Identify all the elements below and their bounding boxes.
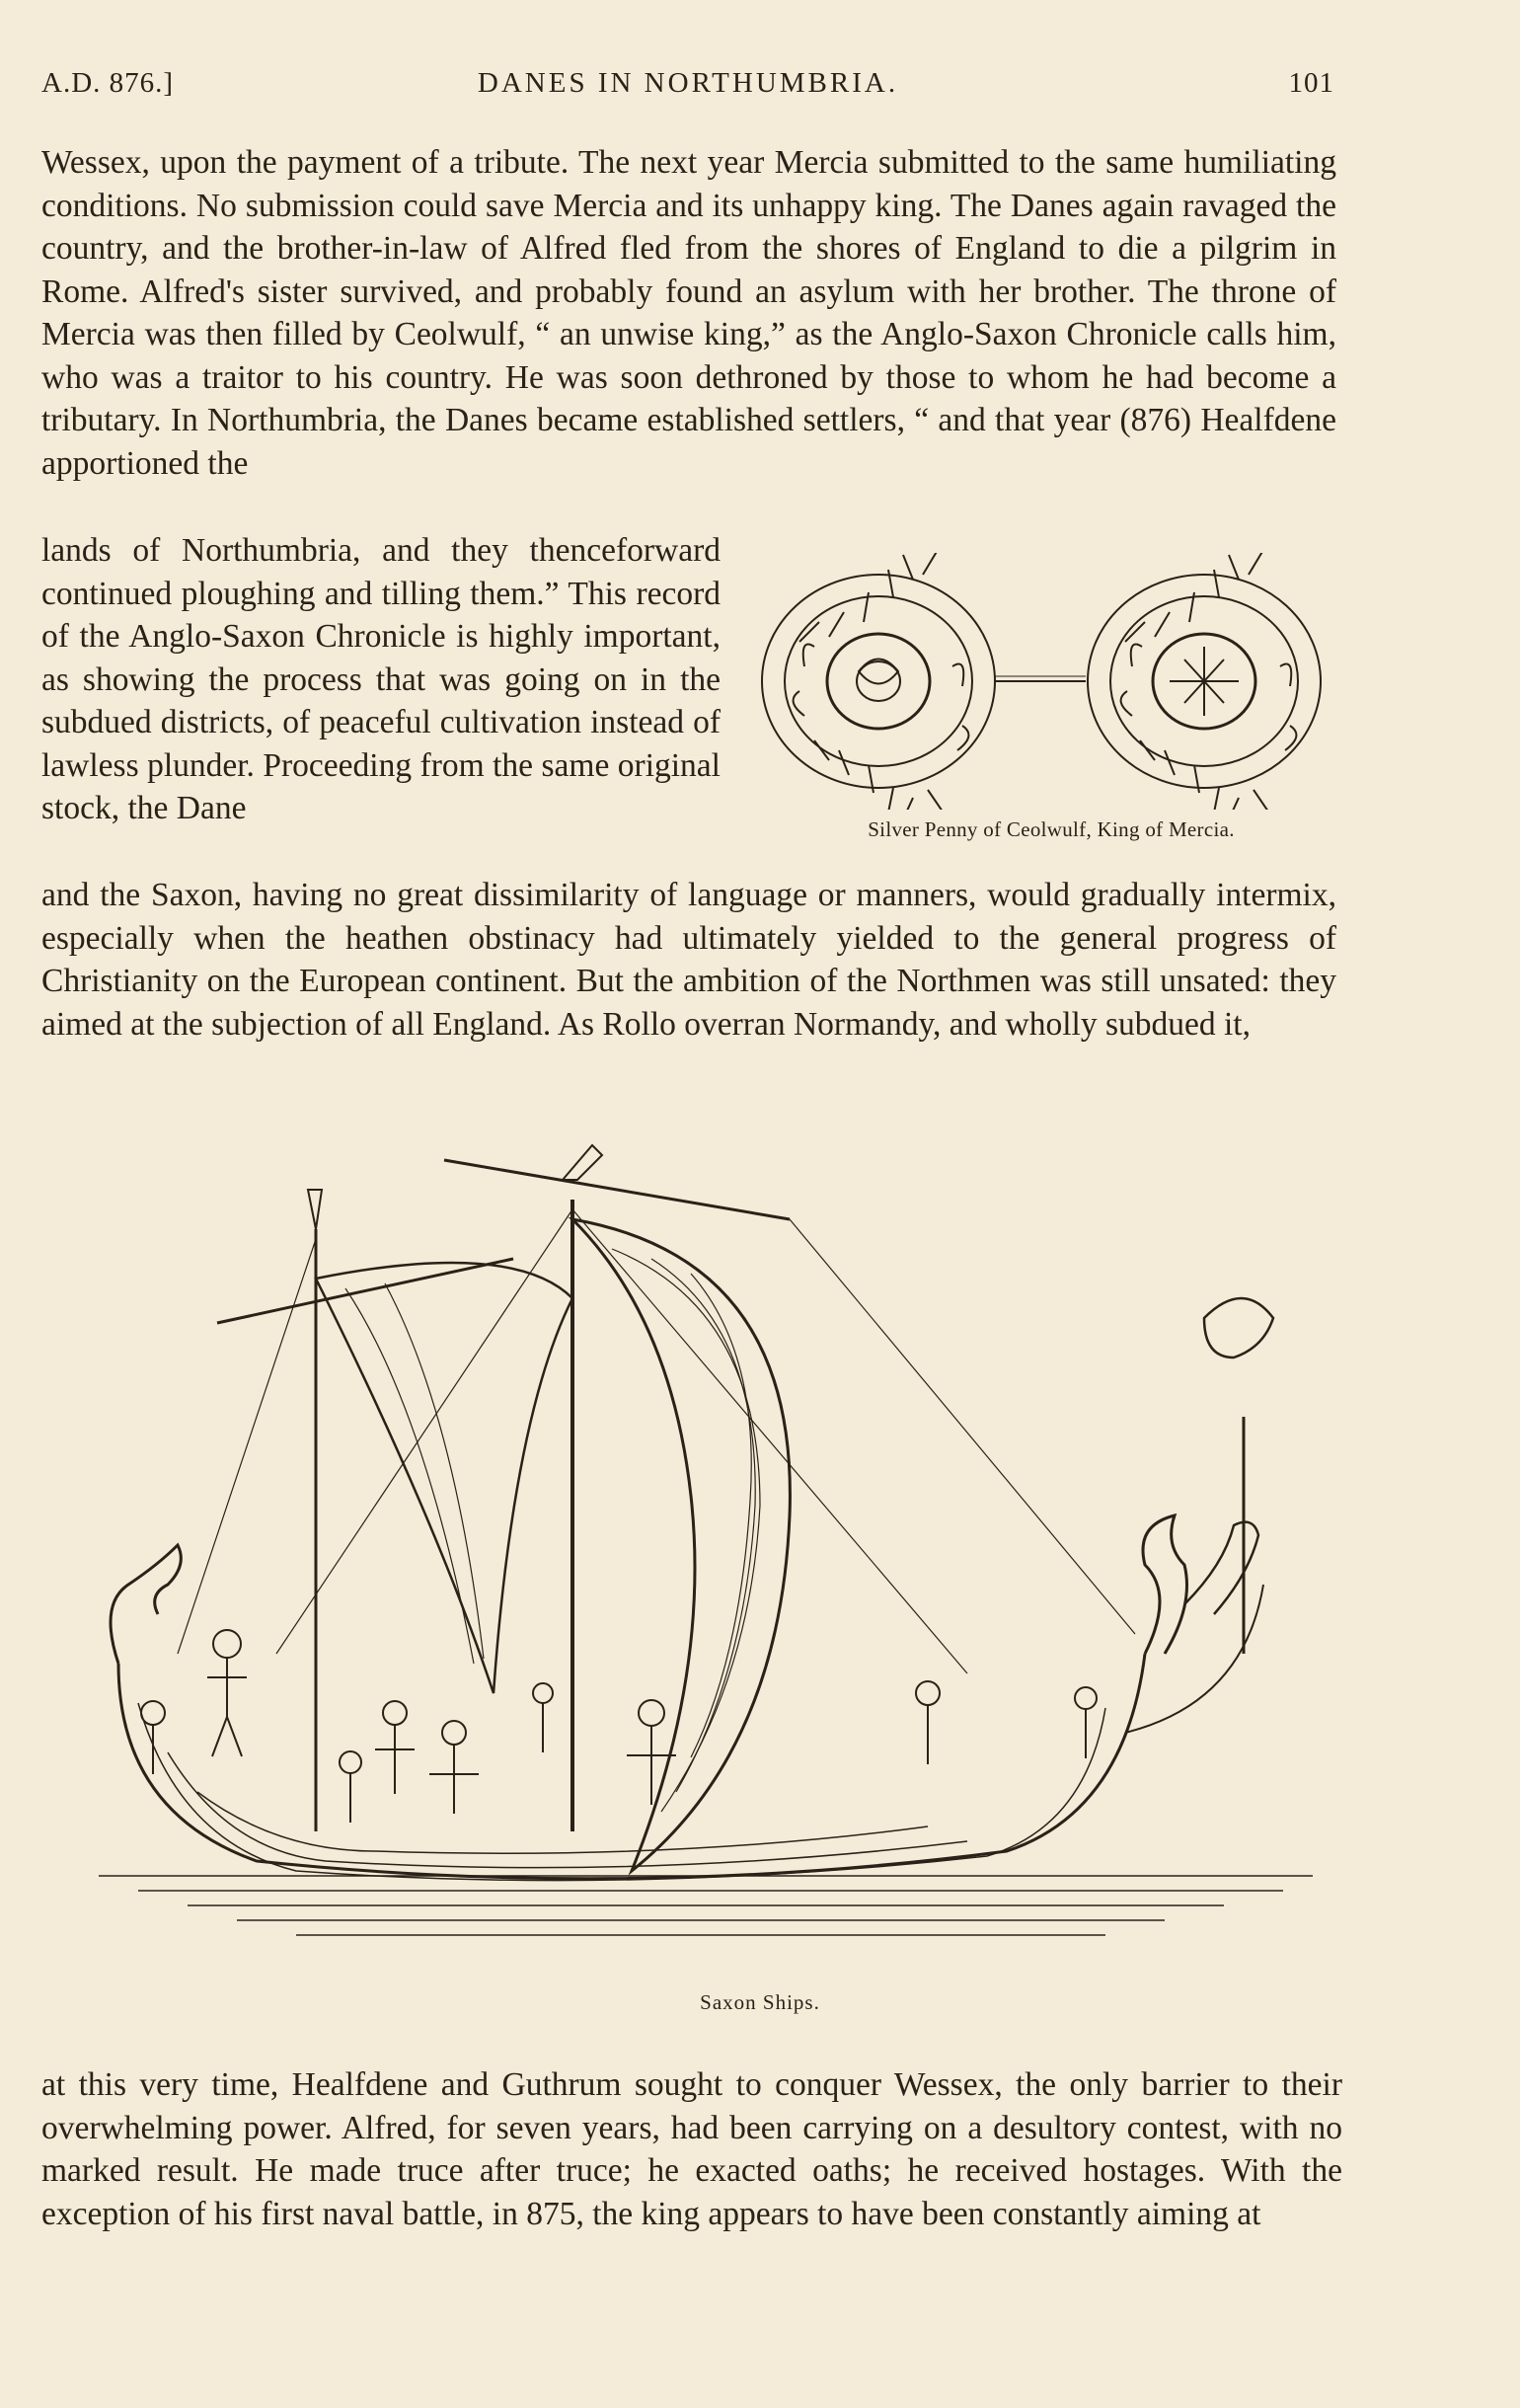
fore-sail [316,1263,572,1693]
page-number: 101 [1288,67,1334,99]
ship-crew [141,1630,1097,1823]
ship-caption: Saxon Ships. [700,1990,820,2014]
saxon-ships-illustration [99,1140,1332,1960]
paragraph-wrapped: lands of Northumbria, and they thenceforward continued ploughing and tilling them.” This record of the Anglo-Saxon Chronicle is highly important, as showing the process that was going on in the subdued districts, of peaceful cultivation instead of lawless plunder. Proceeding from the same original stock, the Dane [41,532,721,826]
paragraph-1: Wessex, upon the payment of a tribute. The next year Mercia submitted to the same humiliating conditions. No submission could save Mercia and its unhappy king. The Danes again ravaged the country, and the brother-in-law of Alfred fled from the shores of England to die a pilgrim in Rome. Alfred's sister survived, and probably found an asylum with her brother. The throne of Mercia was then filled by Ceolwulf, “ an unwise king,” as the Anglo-Saxon Chronicle calls him, who was a traitor to his country. He was soon dethroned by those to whom he had become a tributary. In Northumbria, the Danes became established settlers, “ and that year (876) Healfdene apportioned the [41,144,1336,482]
dragon-prow [111,1545,181,1664]
paragraph-3: at this very time, Healfdene and Guthrum sought to conquer Wessex, the only barrier to their overwhelming power. Alfred, for seven years, had been carrying on a desultory contest, with no marked result. He made truce after truce; he exacted oaths; he received hostages. With the exception of his first naval battle, in 875, the king appears to have been constantly aiming at [41,2066,1342,2232]
silver-penny-drawing [760,553,1328,810]
ship-hull [118,1654,1145,1879]
coin-obverse [762,575,995,788]
coin-caption: Silver Penny of Ceolwulf, King of Mercia. [868,817,1235,841]
coin-illustration [760,553,1328,859]
running-header [41,67,1334,107]
header-date: A.D. 876.] [41,67,175,99]
header-title: DANES IN NORTHUMBRIA. [477,67,899,99]
main-sail [572,1219,790,1871]
paragraph-2: and the Saxon, having no great dissimilarity of language or manners, would gradually intermix, especially when the heathen obstinacy had ultimately yielded to the general progress of Christianity on the European continent. But the ambition of the Northmen was still unsated: they aimed at the subjection of all England. As Rollo overran Normandy, and wholly subdued it, [41,877,1336,1043]
dragon-stern [1143,1515,1187,1654]
ship-engraving [99,1140,1332,1960]
